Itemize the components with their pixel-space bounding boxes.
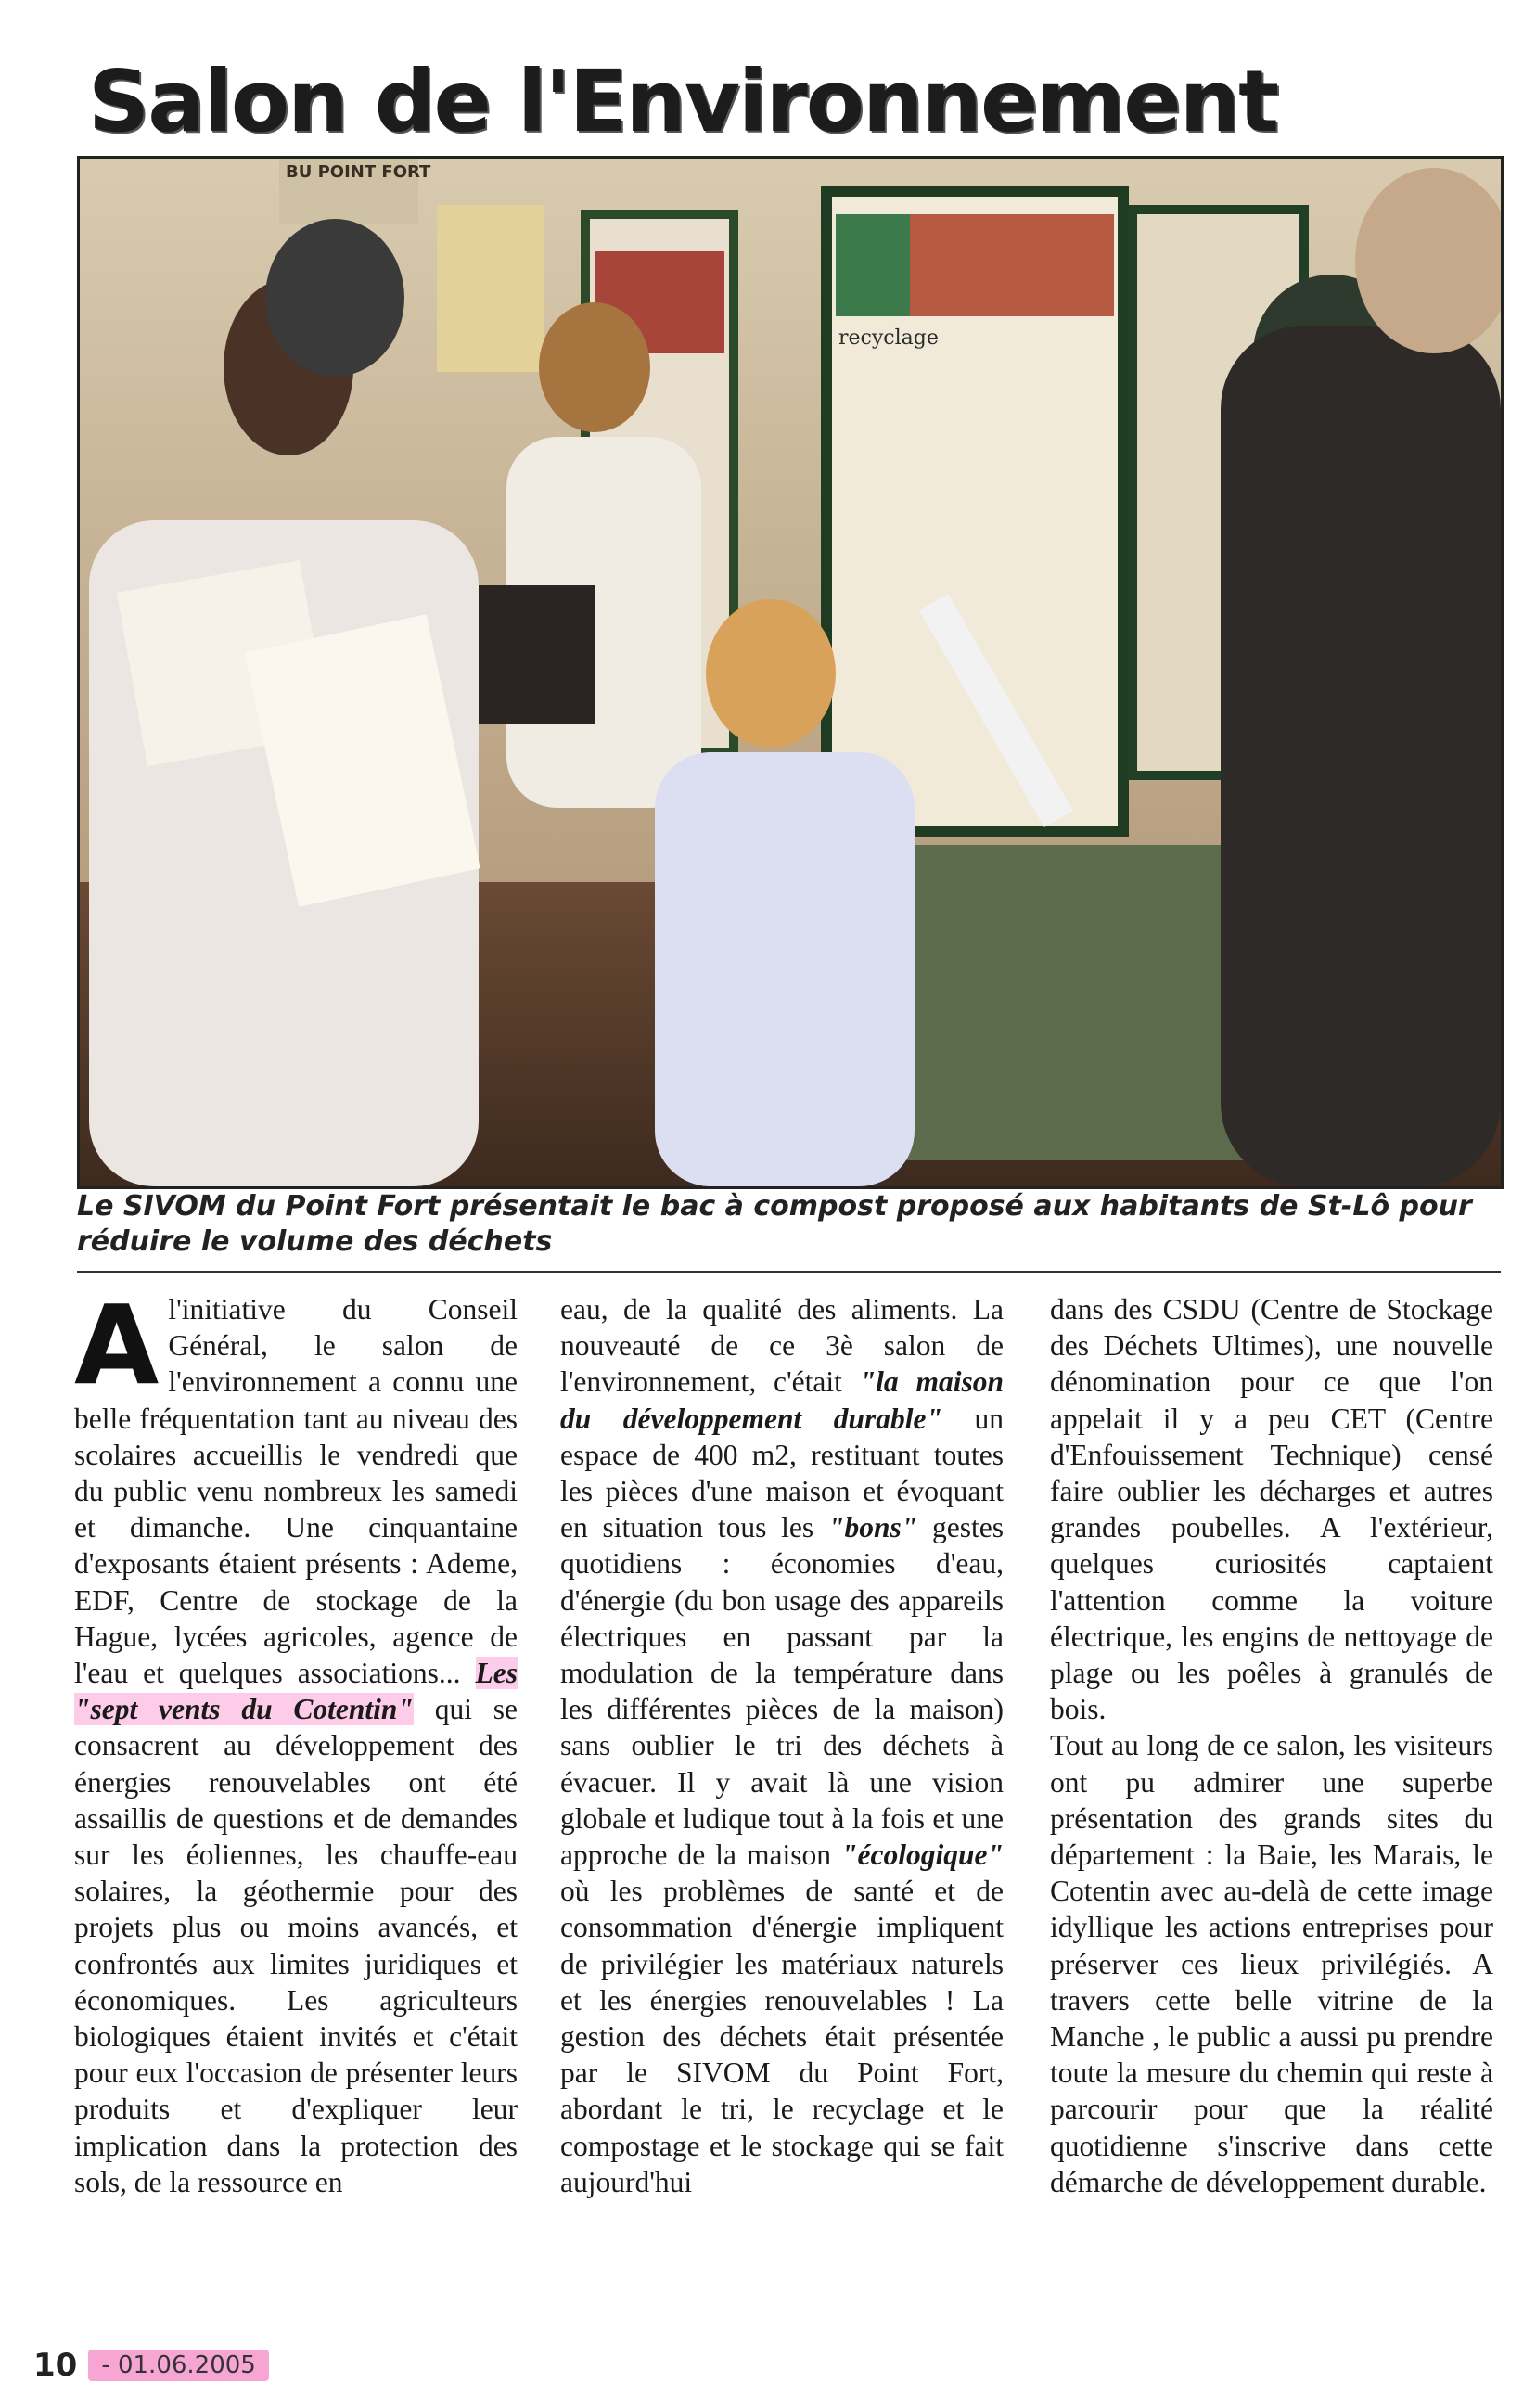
article-photo <box>77 156 1504 1189</box>
drop-cap: A <box>74 1291 160 1409</box>
page-number: 10 <box>33 2347 78 2384</box>
column-1 <box>74 1291 518 2339</box>
paragraph-text: qui se consacrent au développement des énergies renouvelables ont été assaillis de questions et de demandes sur les éoliennes, les chauffe-eau solaires, la géothermie pour des projets plus ou moins avancés, et confrontés aux limites juridiques et économiques. Les agriculteurs biologiques étaient invités et c'était pour eux l'occasion de présenter leurs produits et d'expliquer leur implication dans la protection des sols, de la ressource en <box>74 1693 518 2198</box>
divider <box>77 1271 1501 1273</box>
emphasis-text: "la maison du développement durable" <box>560 1365 1004 1435</box>
publication-date: - 01.06.2005 <box>88 2350 269 2381</box>
paragraph-text: gestes quotidiens : économies d'eau, d'énergie (du bon usage des appareils électriques en passant par la modulation de la température dans les différentes pièces de la maison) sans oublier le tri des déchets à évacuer. Il y avait là une vision globale et ludique tout à la fois et une approche de la maison <box>560 1511 1004 1872</box>
column-3 <box>1050 1291 1493 2339</box>
photo-sign-1: BU POINT FORT <box>286 162 431 182</box>
highlighted-association-name: Les "sept vents du Cotentin" <box>74 1657 518 1726</box>
emphasis-text: "écologique" <box>841 1838 1004 1872</box>
paragraph-text: un espace de 400 m2, restituant toutes les pièces d'une maison et évoquant en situation tous les <box>560 1402 1004 1544</box>
column-2 <box>560 1291 1004 2339</box>
page-footer <box>33 2342 269 2389</box>
paragraph-text: eau, de la qualité des aliments. La nouveauté de ce 3è salon de l'environnement, c'était <box>560 1293 1004 1399</box>
paragraph-text: Tout au long de ce salon, les visiteurs ont pu admirer une superbe présentation des grands sites du département : la Baie, les Marais, le Cotentin avec au-delà de cette image idyllique les actions entreprises pour préserver ces lieux privilégiés. A travers cette belle vitrine de la Manche , le public a aussi pu prendre toute la mesure du chemin qui reste à parcourir pour que la réalité quotidienne s'inscrive dans cette démarche de développement durable. <box>1050 1729 1493 2198</box>
paragraph-text: dans des CSDU (Centre de Stockage des Déchets Ultimes), une nouvelle dénomination pour ce que l'on appelait il y a peu CET (Centre d'Enfouissement Technique) censé faire oublier les décharges et autres grandes poubelles. A l'extérieur, quelques curiosités captaient l'attention comme la voiture électrique, les engins de nettoyage de plage ou les poêles à granulés de bois. <box>1050 1293 1493 1726</box>
article-headline: Salon de l'Environnement <box>88 52 1278 151</box>
paragraph-text: l'initiative du Conseil Général, le salon de l'environnement a connu une belle fréquentation tant au niveau des scolaires accueillis le vendredi que du public venu nombreux les samedi et dimanche. Une cinquantaine d'exposants étaient présents : Ademe, EDF, Centre de stockage de la Hague, lycées agricoles, agence de l'eau et quelques associations... <box>74 1293 518 1690</box>
emphasis-text: "bons" <box>827 1511 918 1544</box>
photo-caption: Le SIVOM du Point Fort présentait le bac à compost proposé aux habitants de St-Lô pour réduire le volume des déchets <box>77 1190 1472 1258</box>
paragraph-text: où les problèmes de santé et de consommation d'énergie impliquent de privilégier les matériaux naturels et les énergies renouvelables ! La gestion des déchets était présentée par le SIVOM du Point Fort, abordant le tri, le recyclage et le compostage et le stockage qui se fait aujourd'hui <box>560 1875 1004 2198</box>
photo-sign-2: recyclage <box>838 327 939 350</box>
exhibition-photo <box>80 159 1501 1186</box>
